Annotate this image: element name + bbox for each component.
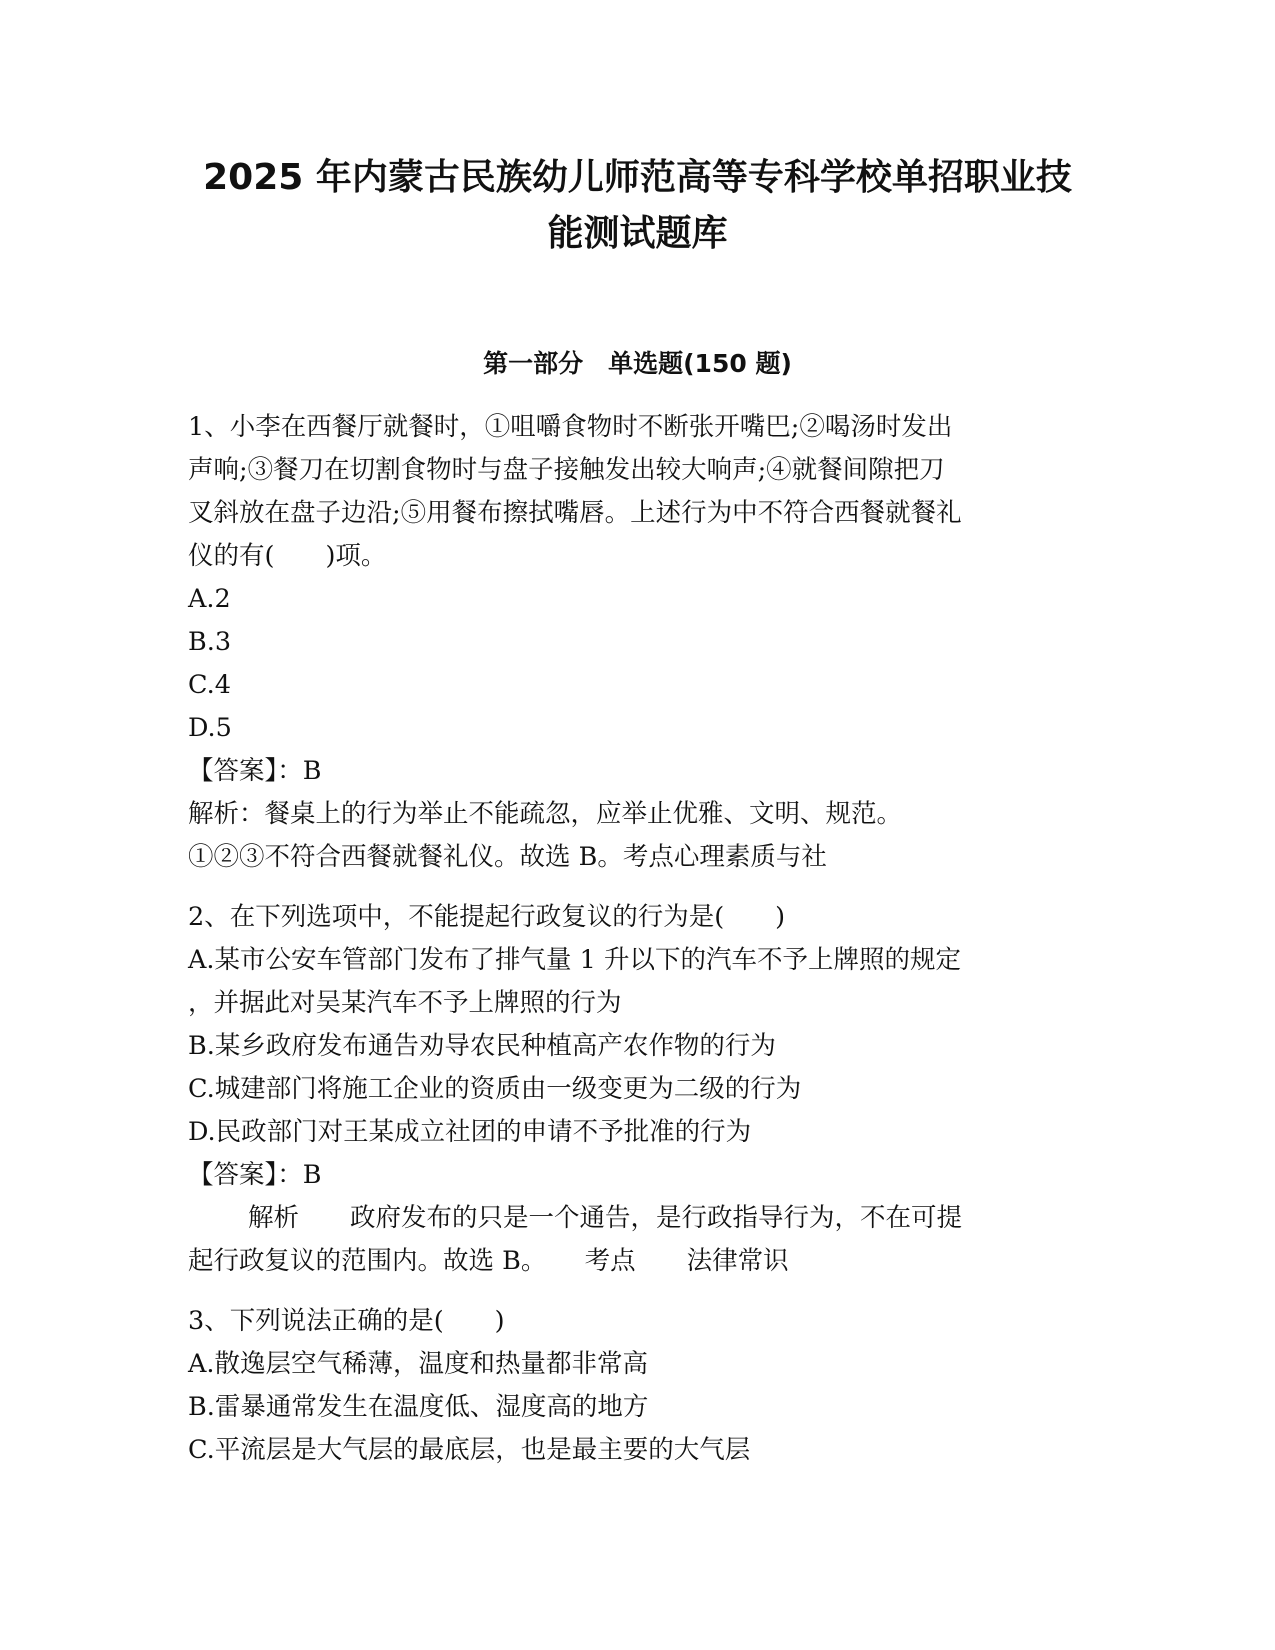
question-1	[188, 406, 1088, 879]
option-c: C.平流层是大气层的最底层，也是最主要的大气层	[188, 1435, 751, 1465]
option-b: B.3	[188, 627, 232, 657]
question-3	[188, 1300, 1088, 1472]
question-stem-line: 叉斜放在盘子边沿;⑤用餐布擦拭嘴唇。上述行为中不符合西餐就餐礼	[188, 498, 962, 528]
option-a: A.某市公安车管部门发布了排气量 1 升以下的汽车不予上牌照的规定	[188, 945, 961, 975]
option-b: B.雷暴通常发生在温度低、湿度高的地方	[188, 1392, 649, 1422]
question-stem-line: 2、在下列选项中，不能提起行政复议的行为是( )	[188, 902, 786, 932]
question-stem-line: 3、下列说法正确的是( )	[188, 1306, 505, 1336]
document-title-line-1: 2025 年内蒙古民族幼儿师范高等专科学校单招职业技	[203, 157, 1072, 198]
analysis-line: ①②③不符合西餐就餐礼仪。故选 B。考点心理素质与社	[188, 842, 827, 872]
analysis-line: 解析 政府发布的只是一个通告，是行政指导行为，不在可提	[248, 1203, 963, 1233]
question-2	[188, 896, 1088, 1283]
answer-value: B	[302, 1160, 322, 1190]
answer-value: B	[302, 756, 322, 786]
answer-tag: 【答案】：	[188, 756, 303, 786]
option-a: A.散逸层空气稀薄，温度和热量都非常高	[188, 1349, 649, 1379]
document-title-line-2: 能测试题库	[547, 213, 728, 254]
option-d: D.5	[188, 713, 232, 743]
analysis-line: 起行政复议的范围内。故选 B。 考点 法律常识	[188, 1246, 789, 1276]
answer-line	[188, 1154, 1088, 1197]
option-b: B.某乡政府发布通告劝导农民种植高产农作物的行为	[188, 1031, 776, 1061]
option-a: A.2	[188, 584, 231, 614]
option-c: C.城建部门将施工企业的资质由一级变更为二级的行为	[188, 1074, 802, 1104]
option-d: D.民政部门对王某成立社团的申请不予批准的行为	[188, 1117, 752, 1147]
question-stem-line: 1、小李在西餐厅就餐时，①咀嚼食物时不断张开嘴巴;②喝汤时发出	[188, 412, 953, 442]
document-title	[180, 150, 1095, 262]
answer-tag: 【答案】：	[188, 1160, 303, 1190]
option-a-continued: ，并据此对吴某汽车不予上牌照的行为	[188, 988, 622, 1018]
answer-line	[188, 750, 1088, 793]
question-list	[188, 406, 1088, 1472]
question-stem-line: 仪的有( )项。	[188, 541, 387, 571]
question-stem-line: 声响;③餐刀在切割食物时与盘子接触发出较大响声;④就餐间隙把刀	[188, 455, 945, 485]
analysis-line: 解析：餐桌上的行为举止不能疏忽，应举止优雅、文明、规范。	[188, 799, 903, 829]
option-c: C.4	[188, 670, 231, 700]
section-title: 第一部分 单选题(150 题)	[483, 349, 792, 378]
